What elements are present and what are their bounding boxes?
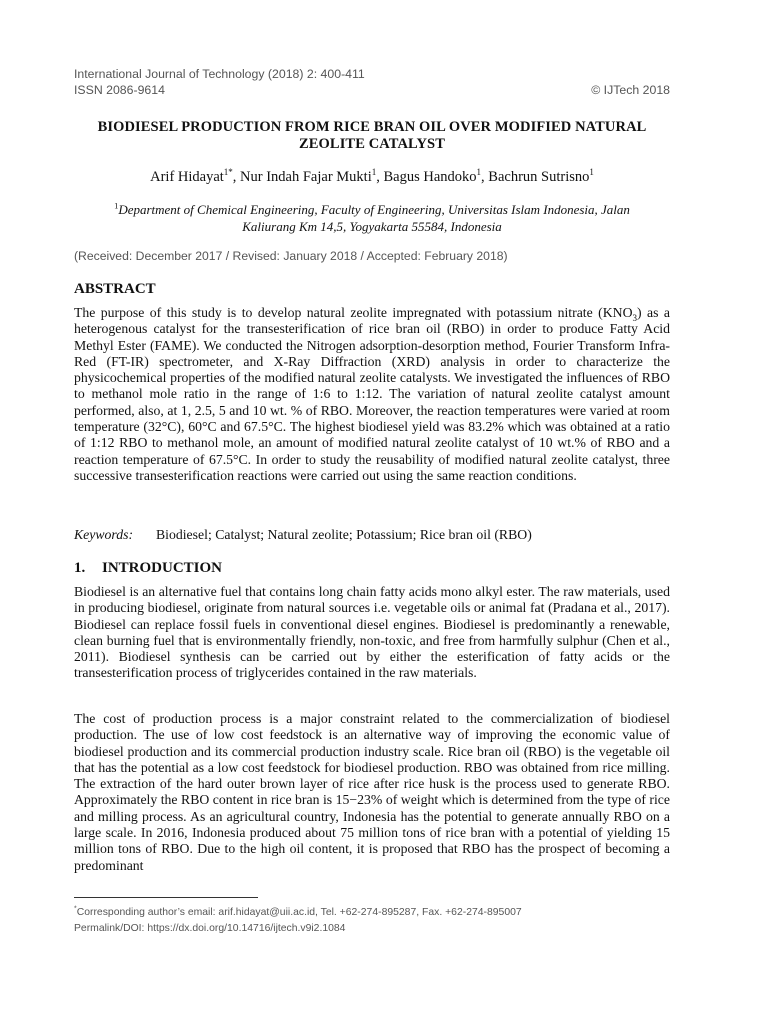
abstract-heading: ABSTRACT xyxy=(74,281,156,297)
footnote-divider xyxy=(74,897,258,898)
keywords-label: Keywords: xyxy=(74,527,134,542)
author-name: Arif Hidayat xyxy=(150,169,224,185)
author-affiliation-mark: 1* xyxy=(223,167,233,178)
abstract-text xyxy=(74,305,670,484)
paragraph: Biodiesel is an alternative fuel that contains long chain fatty acids mono alkyl ester. The raw materials, used in producing biodiesel, originate from natural sources i.e. vegetable oils or animal fat (Pradana et al., 2017). Biodiesel can replace fossil fuels in conventional diesel engines. Biodiesel is predominantly a renewable, clean burning fuel that is environmentally friendly, non-toxic, and free from harmfully sulphur (Chen et al., 2011). Biodiesel synthesis can be carried out by either the esterification of fatty acids or the transesterification process of triglycerides contained in the raw materials. xyxy=(74,584,670,681)
affiliation-line-2: Kaliurang Km 14,5, Yogyakarta 55584, Indonesia xyxy=(242,219,502,234)
footnote-marker: * xyxy=(74,905,77,913)
footnotes xyxy=(74,905,670,936)
author-name: Bagus Handoko xyxy=(383,169,477,185)
keywords xyxy=(74,526,670,543)
author-name: Bachrun Sutrisno xyxy=(488,169,590,185)
author-separator: , xyxy=(232,169,241,185)
corresponding-author-footnote xyxy=(74,905,670,921)
affiliation-line-1: Department of Chemical Engineering, Faculty of Engineering, Universitas Islam Indonesia, Jalan xyxy=(118,202,630,217)
subscript: 3 xyxy=(632,312,638,323)
author xyxy=(383,169,488,185)
author-name: Nur Indah Fajar Mukti xyxy=(240,169,372,185)
paper-title-line-1: BIODIESEL PRODUCTION FROM RICE BRAN OIL OVER MODIFIED NATURAL xyxy=(97,119,647,135)
issn: ISSN 2086-9614 xyxy=(74,83,165,97)
paper-title-line-2: ZEOLITE CATALYST xyxy=(299,136,445,152)
section-number: 1. xyxy=(74,560,86,576)
submission-dates: (Received: December 2017 / Revised: January 2018 / Accepted: February 2018) xyxy=(74,249,508,263)
copyright: © IJTech 2018 xyxy=(591,83,670,97)
keywords-value: Biodiesel; Catalyst; Natural zeolite; Potassium; Rice bran oil (RBO) xyxy=(156,527,532,542)
author xyxy=(240,169,383,185)
author xyxy=(488,169,594,185)
affiliation xyxy=(74,201,670,235)
section-heading-introduction xyxy=(74,560,222,577)
author-separator: , xyxy=(481,169,489,185)
author-affiliation-mark: 1 xyxy=(371,167,377,178)
author xyxy=(150,169,240,185)
journal-citation: International Journal of Technology (2018) 2: 400-411 xyxy=(74,67,365,81)
paragraph: The cost of production process is a major constraint related to the commercialization of biodiesel production. The use of low cost feedstock is an alternative way of improving the economic value of biodiesel production and its commercial production industry scale. Rice bran oil (RBO) is the vegetable oil that has the potential as a low cost feedstock for biodiesel production. RBO was obtained from rice milling. The extraction of the hard outer brown layer of rice after rice husk is the process used to generate RBO. Approximately the RBO content in rice bran is 15−23% of weight which is determined from the type of rice and milling process. As an agricultural country, Indonesia has the potential to generate annually RBO on a large scale. In 2016, Indonesia produced about 75 million tons of rice bran with a potential of yielding 15 million tons of RBO. Due to the high oil content, it is proposed that RBO has the prospect of becoming a predominant xyxy=(74,711,670,873)
author-affiliation-mark: 1 xyxy=(589,167,594,178)
corresponding-author-text: Corresponding author’s email: arif.hidayat@uii.ac.id, Tel. +62-274-895287, Fax. +62-274-895007 xyxy=(76,907,522,918)
author-list xyxy=(74,168,670,186)
affiliation-mark: 1 xyxy=(114,200,119,211)
abstract-text-part-1: The purpose of this study is to develop natural zeolite impregnated with potassium nitrate (KNO xyxy=(74,305,633,320)
author-affiliation-mark: 1 xyxy=(476,167,482,178)
journal-header xyxy=(74,66,670,98)
abstract-text-part-2: ) as a heterogenous catalyst for the transesterification of rice bran oil (RBO) in order to produce Fatty Acid Methyl Ester (FAME). We conducted the Nitrogen adsorption-desorption method, Fourier Transform Infra-Red (FT-IR) spectrometer, and X-Ray Diffraction (XRD) analysis in order to characterize the physicochemical properties of the modified natural zeolite catalysts. We investigated the influences of RBO to methanol mole ratio in the range of 1:6 to 1:12. The variation of natural zeolite catalyst amount performed, also, at 1, 2.5, 5 and 10 wt. % of RBO. Moreover, the reaction temperatures were varied at room temperature (32°C), 60°C and 67.5°C. The highest biodiesel yield was 83.2% which was obtained at a ratio of 1:12 RBO to methanol mole, an amount of modified natural zeolite catalyst of 10 wt.% of RBO and a reaction temperature of 67.5°C. In order to study the reusability of modified natural zeolite catalyst, three successive transesterification reactions were carried out using the same reaction conditions. xyxy=(74,305,670,483)
doi-footnote: Permalink/DOI: https://dx.doi.org/10.14716/ijtech.v9i2.1084 xyxy=(74,922,346,934)
section-title: INTRODUCTION xyxy=(102,560,223,576)
author-separator: , xyxy=(376,169,384,185)
paper-title xyxy=(74,119,670,153)
